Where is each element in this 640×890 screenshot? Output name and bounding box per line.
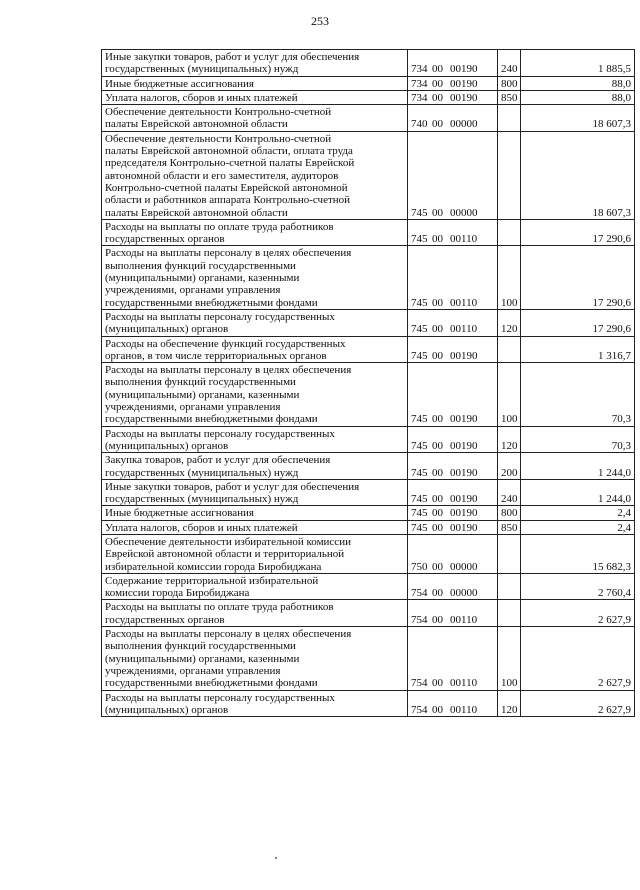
program-code: 74 [411, 413, 422, 426]
main-activity-code: 00 [432, 587, 443, 600]
direction-code: 00190 [450, 91, 478, 104]
main-activity-code: 00 [432, 521, 443, 534]
main-activity-code: 00 [432, 206, 443, 219]
expense-name-cell: Уплата налогов, сборов и иных платежей [102, 90, 408, 104]
program-code: 75 [411, 560, 422, 573]
direction-code: 00190 [450, 413, 478, 426]
subprogram-code: 5 [422, 439, 428, 452]
program-code: 74 [411, 233, 422, 246]
target-article-code-cell [408, 219, 498, 246]
main-activity-code: 00 [432, 703, 443, 716]
table-row [102, 479, 635, 506]
target-article-code-cell [408, 573, 498, 600]
amount-cell: 2,4 [521, 520, 635, 534]
direction-code: 00190 [450, 77, 478, 90]
direction-code: 00190 [450, 349, 478, 362]
target-article-code-cell [408, 309, 498, 336]
target-article-code-cell [408, 479, 498, 506]
table-row [102, 627, 635, 690]
target-article-code-cell [408, 690, 498, 717]
program-code: 75 [411, 677, 422, 690]
target-article-code-cell [408, 426, 498, 453]
expense-type-cell: 850 [498, 520, 521, 534]
amount-cell: 15 682,3 [521, 534, 635, 573]
target-article-code-cell [408, 246, 498, 309]
page-number: 253 [311, 14, 329, 28]
subprogram-code: 4 [422, 703, 428, 716]
subprogram-code: 4 [422, 91, 428, 104]
expense-name-cell: Иные бюджетные ассигнования [102, 76, 408, 90]
expense-type-cell: 120 [498, 426, 521, 453]
expense-type-cell: 800 [498, 506, 521, 520]
amount-cell: 17 290,6 [521, 246, 635, 309]
table-row [102, 453, 635, 480]
direction-code: 00110 [450, 296, 478, 309]
program-code: 74 [411, 118, 422, 131]
amount-cell: 88,0 [521, 76, 635, 90]
expense-name-cell: Расходы на выплаты персоналу государственных (муниципальных) органов [102, 309, 408, 336]
expense-name-cell: Иные бюджетные ассигнования [102, 506, 408, 520]
main-activity-code: 00 [432, 77, 443, 90]
program-code: 75 [411, 613, 422, 626]
target-article-code-cell [408, 336, 498, 363]
subprogram-code: 5 [422, 323, 428, 336]
amount-cell: 70,3 [521, 426, 635, 453]
expense-type-cell: 100 [498, 246, 521, 309]
target-article-code-cell [408, 534, 498, 573]
expense-type-cell [498, 131, 521, 219]
expense-name-cell: Обеспечение деятельности Контрольно-счетной палаты Еврейской автономной области, оплата труда председателя Контрольно-счетной палаты Еврейской автономной области и его заместителя, аудиторов Контрольно-счетной палаты Еврейской автономной области и работников аппарата Контрольно-счетной палаты Еврейской автономной области [102, 131, 408, 219]
direction-code: 00190 [450, 493, 478, 506]
table-row [102, 363, 635, 426]
amount-cell: 2 627,9 [521, 627, 635, 690]
amount-cell: 2 627,9 [521, 690, 635, 717]
expense-name-cell: Расходы на выплаты по оплате труда работников государственных органов [102, 600, 408, 627]
direction-code: 00110 [450, 613, 478, 626]
program-code: 74 [411, 349, 422, 362]
direction-code: 00000 [450, 560, 478, 573]
expense-type-cell [498, 105, 521, 132]
amount-cell: 70,3 [521, 363, 635, 426]
expense-name-cell: Расходы на выплаты персоналу в целях обеспечения выполнения функций государственными (муниципальными) органами, казенными учреждениями, органами управления государственными внебюджетными фондами [102, 363, 408, 426]
subprogram-code: 4 [422, 63, 428, 76]
target-article-code-cell [408, 520, 498, 534]
expense-type-cell: 240 [498, 479, 521, 506]
amount-cell: 1 244,0 [521, 453, 635, 480]
direction-code: 00000 [450, 206, 478, 219]
main-activity-code: 00 [432, 507, 443, 520]
direction-code: 00110 [450, 233, 478, 246]
subprogram-code: 5 [422, 413, 428, 426]
main-activity-code: 00 [432, 439, 443, 452]
table-row [102, 520, 635, 534]
expense-name-cell: Иные закупки товаров, работ и услуг для обеспечения государственных (муниципальных) нужд [102, 50, 408, 77]
target-article-code-cell [408, 363, 498, 426]
expense-name-cell: Расходы на выплаты по оплате труда работников государственных органов [102, 219, 408, 246]
subprogram-code: 5 [422, 466, 428, 479]
expense-name-cell: Обеспечение деятельности Контрольно-счетной палаты Еврейской автономной области [102, 105, 408, 132]
program-code: 74 [411, 493, 422, 506]
main-activity-code: 00 [432, 466, 443, 479]
main-activity-code: 00 [432, 91, 443, 104]
expense-name-cell: Уплата налогов, сборов и иных платежей [102, 520, 408, 534]
subprogram-code: 5 [422, 296, 428, 309]
scan-mark [275, 857, 277, 859]
main-activity-code: 00 [432, 349, 443, 362]
direction-code: 00110 [450, 703, 478, 716]
target-article-code-cell [408, 90, 498, 104]
expense-type-cell [498, 336, 521, 363]
table-row [102, 309, 635, 336]
subprogram-code: 5 [422, 206, 428, 219]
table-row [102, 50, 635, 77]
expense-type-cell [498, 600, 521, 627]
target-article-code-cell [408, 50, 498, 77]
expense-type-cell [498, 573, 521, 600]
target-article-code-cell [408, 105, 498, 132]
expense-type-cell: 100 [498, 627, 521, 690]
table-row [102, 131, 635, 219]
expense-name-cell: Расходы на обеспечение функций государственных органов, в том числе территориальных органов [102, 336, 408, 363]
program-code: 75 [411, 703, 422, 716]
main-activity-code: 00 [432, 493, 443, 506]
subprogram-code: 5 [422, 493, 428, 506]
direction-code: 00190 [450, 507, 478, 520]
table-row [102, 336, 635, 363]
amount-cell: 1 316,7 [521, 336, 635, 363]
subprogram-code: 5 [422, 507, 428, 520]
main-activity-code: 00 [432, 560, 443, 573]
table-row [102, 76, 635, 90]
expense-name-cell: Иные закупки товаров, работ и услуг для обеспечения государственных (муниципальных) нужд [102, 479, 408, 506]
program-code: 74 [411, 296, 422, 309]
amount-cell: 1 885,5 [521, 50, 635, 77]
amount-cell: 2 627,9 [521, 600, 635, 627]
budget-table [101, 49, 635, 717]
expense-type-cell: 120 [498, 309, 521, 336]
program-code: 73 [411, 77, 422, 90]
amount-cell: 2 760,4 [521, 573, 635, 600]
expense-name-cell: Обеспечение деятельности избирательной комиссии Еврейской автономной области и территориальной избирательной комиссии города Биробиджана [102, 534, 408, 573]
direction-code: 00190 [450, 466, 478, 479]
expense-type-cell: 100 [498, 363, 521, 426]
table-row [102, 246, 635, 309]
amount-cell: 88,0 [521, 90, 635, 104]
program-code: 73 [411, 63, 422, 76]
main-activity-code: 00 [432, 323, 443, 336]
target-article-code-cell [408, 506, 498, 520]
program-code: 74 [411, 323, 422, 336]
subprogram-code: 4 [422, 613, 428, 626]
program-code: 74 [411, 521, 422, 534]
direction-code: 00190 [450, 63, 478, 76]
subprogram-code: 5 [422, 233, 428, 246]
main-activity-code: 00 [432, 613, 443, 626]
target-article-code-cell [408, 131, 498, 219]
program-code: 74 [411, 206, 422, 219]
program-code: 75 [411, 587, 422, 600]
expense-type-cell [498, 534, 521, 573]
expense-name-cell: Расходы на выплаты персоналу в целях обеспечения выполнения функций государственными (муниципальными) органами, казенными учреждениями, органами управления государственными внебюджетными фондами [102, 627, 408, 690]
amount-cell: 17 290,6 [521, 219, 635, 246]
main-activity-code: 00 [432, 63, 443, 76]
expense-type-cell: 800 [498, 76, 521, 90]
subprogram-code: 4 [422, 77, 428, 90]
table-row [102, 506, 635, 520]
program-code: 73 [411, 91, 422, 104]
amount-cell: 2,4 [521, 506, 635, 520]
expense-type-cell: 850 [498, 90, 521, 104]
target-article-code-cell [408, 453, 498, 480]
subprogram-code: 0 [422, 560, 428, 573]
table-row [102, 426, 635, 453]
main-activity-code: 00 [432, 296, 443, 309]
expense-type-cell: 120 [498, 690, 521, 717]
amount-cell: 17 290,6 [521, 309, 635, 336]
expense-name-cell: Расходы на выплаты персоналу государственных (муниципальных) органов [102, 426, 408, 453]
main-activity-code: 00 [432, 233, 443, 246]
expense-type-cell: 240 [498, 50, 521, 77]
expense-name-cell: Расходы на выплаты персоналу в целях обеспечения выполнения функций государственными (муниципальными) органами, казенными учреждениями, органами управления государственными внебюджетными фондами [102, 246, 408, 309]
table-row [102, 534, 635, 573]
main-activity-code: 00 [432, 677, 443, 690]
program-code: 74 [411, 439, 422, 452]
direction-code: 00190 [450, 521, 478, 534]
program-code: 74 [411, 507, 422, 520]
expense-type-cell: 200 [498, 453, 521, 480]
table-row [102, 600, 635, 627]
program-code: 74 [411, 466, 422, 479]
amount-cell: 18 607,3 [521, 131, 635, 219]
target-article-code-cell [408, 627, 498, 690]
expense-type-cell [498, 219, 521, 246]
expense-name-cell: Содержание территориальной избирательной комиссии города Биробиджана [102, 573, 408, 600]
subprogram-code: 4 [422, 677, 428, 690]
target-article-code-cell [408, 76, 498, 90]
table-row [102, 573, 635, 600]
main-activity-code: 00 [432, 118, 443, 131]
amount-cell: 18 607,3 [521, 105, 635, 132]
direction-code: 00190 [450, 439, 478, 452]
main-activity-code: 00 [432, 413, 443, 426]
direction-code: 00000 [450, 587, 478, 600]
table-row [102, 690, 635, 717]
direction-code: 00110 [450, 323, 478, 336]
subprogram-code: 5 [422, 521, 428, 534]
expense-name-cell: Расходы на выплаты персоналу государственных (муниципальных) органов [102, 690, 408, 717]
subprogram-code: 4 [422, 587, 428, 600]
direction-code: 00000 [450, 118, 478, 131]
direction-code: 00110 [450, 677, 478, 690]
subprogram-code: 0 [422, 118, 428, 131]
expense-name-cell: Закупка товаров, работ и услуг для обеспечения государственных (муниципальных) нужд [102, 453, 408, 480]
table-row [102, 105, 635, 132]
amount-cell: 1 244,0 [521, 479, 635, 506]
target-article-code-cell [408, 600, 498, 627]
table-row [102, 219, 635, 246]
table-row [102, 90, 635, 104]
subprogram-code: 5 [422, 349, 428, 362]
